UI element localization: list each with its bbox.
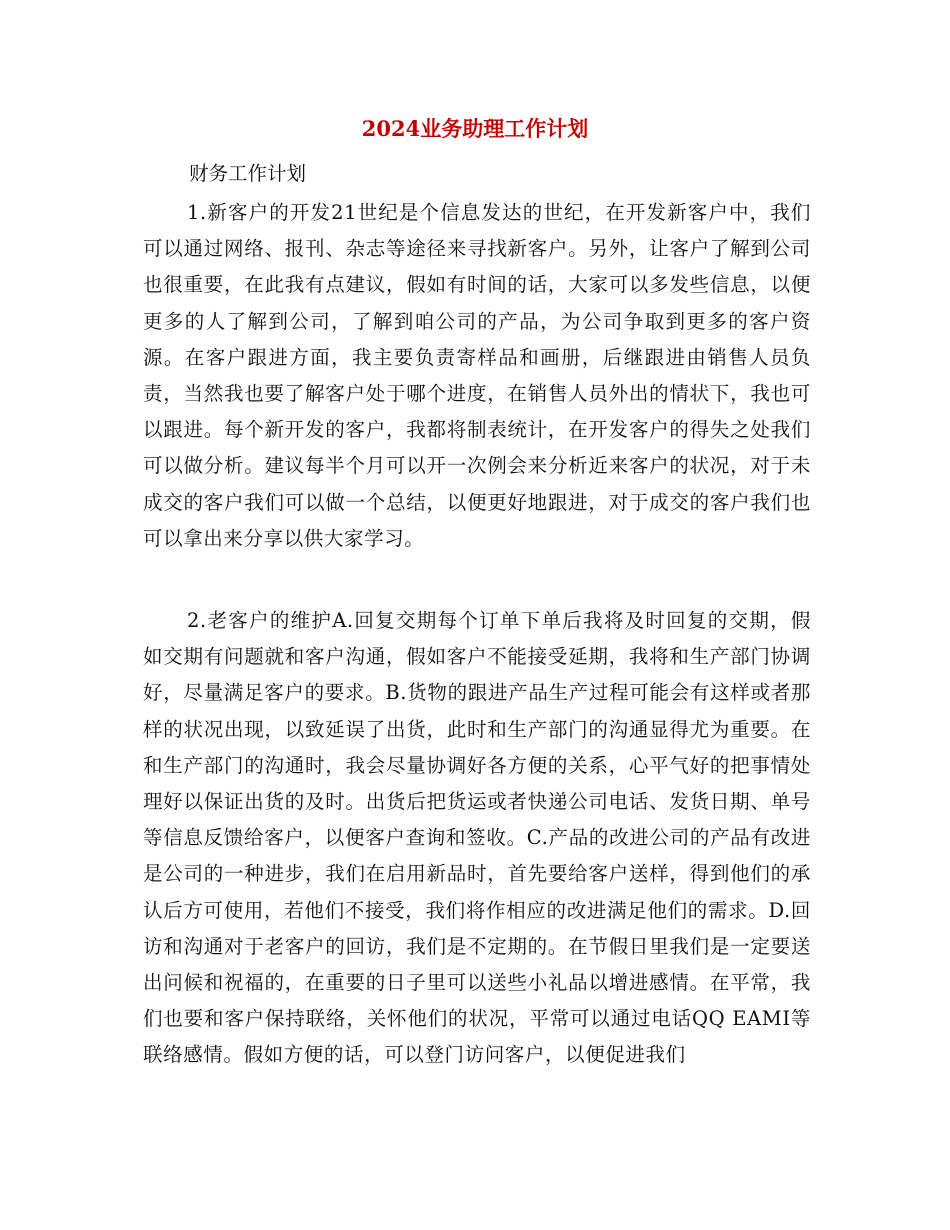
paragraph-existing-customers: 2.老客户的维护A.回复交期每个订单下单后我将及时回复的交期，假如交期有问题就和客户沟通，假如客户不能接受延期，我将和生产部门协调好，尽量满足客户的要求。B.货物的跟进产品生产过程可能会有这样或者那样的状况出现，以致延误了出货，此时和生产部门的沟通显得尤为重要。在和生产部门的沟通时，我会尽量协调好各方便的关系，心平气好的把事情处理好以保证出货的及时。出货后把货运或者快递公司电话、发货日期、单号等信息反馈给客户，以便客户查询和签收。C.产品的改进公司的产品有改进是公司的一种进步，我们在启用新品时，首先要给客户送样，得到他们的承认后方可使用，若他们不接受，我们将作相应的改进满足他们的需求。D.回访和沟通对于老客户的回访，我们是不定期的。在节假日里我们是一定要送出问候和祝福的，在重要的日子里可以送些小礼品以增进感情。在平常，我们也要和客户保持联络，关怀他们的状况，平常可以通过电话QQ EAMI等联络感情。假如方便的话，可以登门访问客户，以便促进我们 bbox=[143, 609, 811, 1067]
paragraph-new-customers: 1.新客户的开发21世纪是个信息发达的世纪，在开发新客户中，我们可以通过网络、报刊、杂志等途径来寻找新客户。另外，让客户了解到公司也很重要，在此我有点建议，假如有时间的话，大家可以多发些信息，以便更多的人了解到公司，了解到咱公司的产品，为公司争取到更多的客户资源。在客户跟进方面，我主要负责寄样品和画册，后继跟进由销售人员负责，当然我也要了解客户处于哪个进度，在销售人员外出的情状下，我也可以跟进。每个新开发的客户，我都将制表统计，在开发客户的得失之处我们可以做分析。建议每半个月可以开一次例会来分析近来客户的状况，对于未成交的客户我们可以做一个总结，以便更好地跟进，对于成交的客户我们也可以拿出来分享以供大家学习。 bbox=[143, 201, 811, 550]
section-heading: 财务工作计划 bbox=[189, 162, 307, 185]
document-title: 2024业务助理工作计划 bbox=[361, 116, 589, 141]
